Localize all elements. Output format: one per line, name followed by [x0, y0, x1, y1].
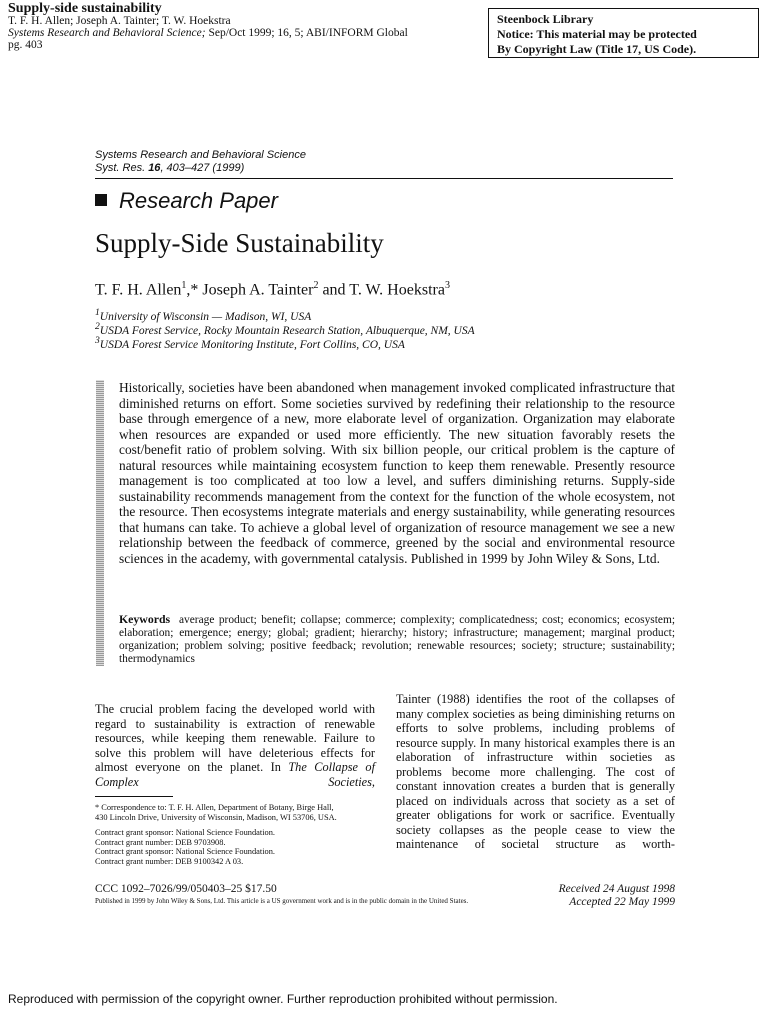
affiliation-2: $^2$USDA Forest Service, Rocky Mountain Research Station, Albuquerque, NM, USA — [95, 321, 475, 337]
notice-line-library: Steenbock Library — [497, 12, 594, 26]
body-column-right: Tainter (1988) identifies the root of the collapses of many complex societies as being diminishing returns on efforts to solve problems, including problems of resource supply. In many historical examples there is an elaboration of infrastructure within societies as problems become more challenging. The cost of constant innovation creates a burden that is generally placed on individuals across that society as a set of greater obligations for work or sacrifice. Eventually society collapses as the people cease to view the maintenance of societal structure as worth- — [396, 692, 675, 851]
received-date: Received 24 August 1998 — [558, 883, 675, 895]
footnote-rule — [95, 796, 173, 797]
journal-header — [95, 149, 306, 175]
document-source-journal — [8, 27, 408, 39]
abstract-margin-bar — [96, 380, 104, 666]
keywords-label: Keywords — [119, 612, 171, 626]
square-bullet-icon — [95, 194, 107, 206]
notice-line-protected: Notice: This material may be protected — [497, 27, 697, 41]
journal-name: Systems Research and Behavioral Science — [95, 149, 306, 161]
affiliation-1: $^1$University of Wisconsin — Madison, WI, USA — [95, 307, 312, 323]
section-label: Research Paper — [95, 188, 278, 214]
keywords — [119, 613, 675, 666]
journal-citation: Syst. Res. 16, 403–427 (1999) — [95, 162, 245, 174]
footnote-correspondence: * Correspondence to: T. F. H. Allen, Department of Botany, Birge Hall, 430 Lincoln Drive, University of Wisconsin, Madison, WI 53706, USA. — [95, 803, 337, 822]
abstract-text: Historically, societies have been abandoned when management invoked complicated infrastructure that diminished returns on effort. Some societies survived by redefining their relationship to the resource base through emergence of a new, more elaborate level of organization. Organization may elaborate when resources are expanded or used more efficiently. The new situation favorably resets the cost/benefit ratio of problem solving. With six billion people, our critical problem is the capture of natural resources while maintaining ecosystem function to keep them renewable. Presently resource management is too complicated at too low a level, and suffers diminishing returns. Supply-side sustainability recommends management from the context for the function of the whole ecosystem, not the resource. Then ecosystems integrate materials and energy sustainability, while generating resources that humans can take. To achieve a global level of organization of resource management we see a new relationship between the feedback of commerce, greened by the social and environmental resource sciences in the academy, with governmental catalysis. Published in 1999 by John Wiley & Sons, Ltd. — [119, 380, 675, 566]
document-source-authors: T. F. H. Allen; Joseph A. Tainter; T. W. Hoekstra — [8, 15, 231, 27]
notice-line-law: By Copyright Law (Title 17, US Code). — [497, 42, 697, 56]
keywords-list: average product; benefit; collapse; commerce; complexity; complicatedness; cost; economics; ecosystem; elaboration; emergence; energy; global; gradient; hierarchy; history; infrastructure; management; marginal product; organization; problem solving; positive feedback; revolution; renewable resources; society; structure; sustainability; thermodynamics — [119, 614, 675, 665]
paper-authors: T. F. H. Allen$^1$,* Joseph A. Tainter$^2$ and T. W. Hoekstra$^3$ — [95, 280, 450, 299]
affiliation-3: $^3$USDA Forest Service Monitoring Institute, Fort Collins, CO, USA — [95, 335, 405, 351]
footnote-grants: Contract grant sponsor: National Science Foundation. Contract grant number: DEB 9703908. Contract grant sponsor: National Science Foundation. Contract grant number: DEB 9100342 A 03. — [95, 828, 276, 866]
copyright-notice-box — [488, 8, 759, 58]
source-journal-issue: Sep/Oct 1999; 16, 5; ABI/INFORM Global — [205, 27, 408, 39]
publication-notice: Published in 1999 by John Wiley & Sons, Ltd. This article is a US government work and is in the public domain in the United States. — [95, 897, 469, 905]
accepted-date: Accepted 22 May 1999 — [569, 896, 675, 908]
document-source-title: Supply-side sustainability — [8, 1, 162, 16]
ccc-code: CCC 1092–7026/99/050403–25 $17.50 — [95, 883, 277, 895]
paper-title: Supply-Side Sustainability — [95, 228, 384, 258]
reproduction-notice: Reproduced with permission of the copyright owner. Further reproduction prohibited without permission. — [8, 992, 558, 1006]
source-journal-name: Systems Research and Behavioral Science; — [8, 27, 206, 39]
document-source-page: pg. 403 — [8, 39, 43, 51]
body-column-left: The crucial problem facing the developed world with regard to sustainability is extraction of renewable resources, while keeping them renewable. Failure to solve this problem will have deleterious effects for almost everyone on the planet. In The Collapse of Complex Societies, — [95, 702, 375, 789]
header-rule — [95, 178, 673, 179]
book-title: The Collapse of Complex Societies, — [95, 760, 375, 789]
